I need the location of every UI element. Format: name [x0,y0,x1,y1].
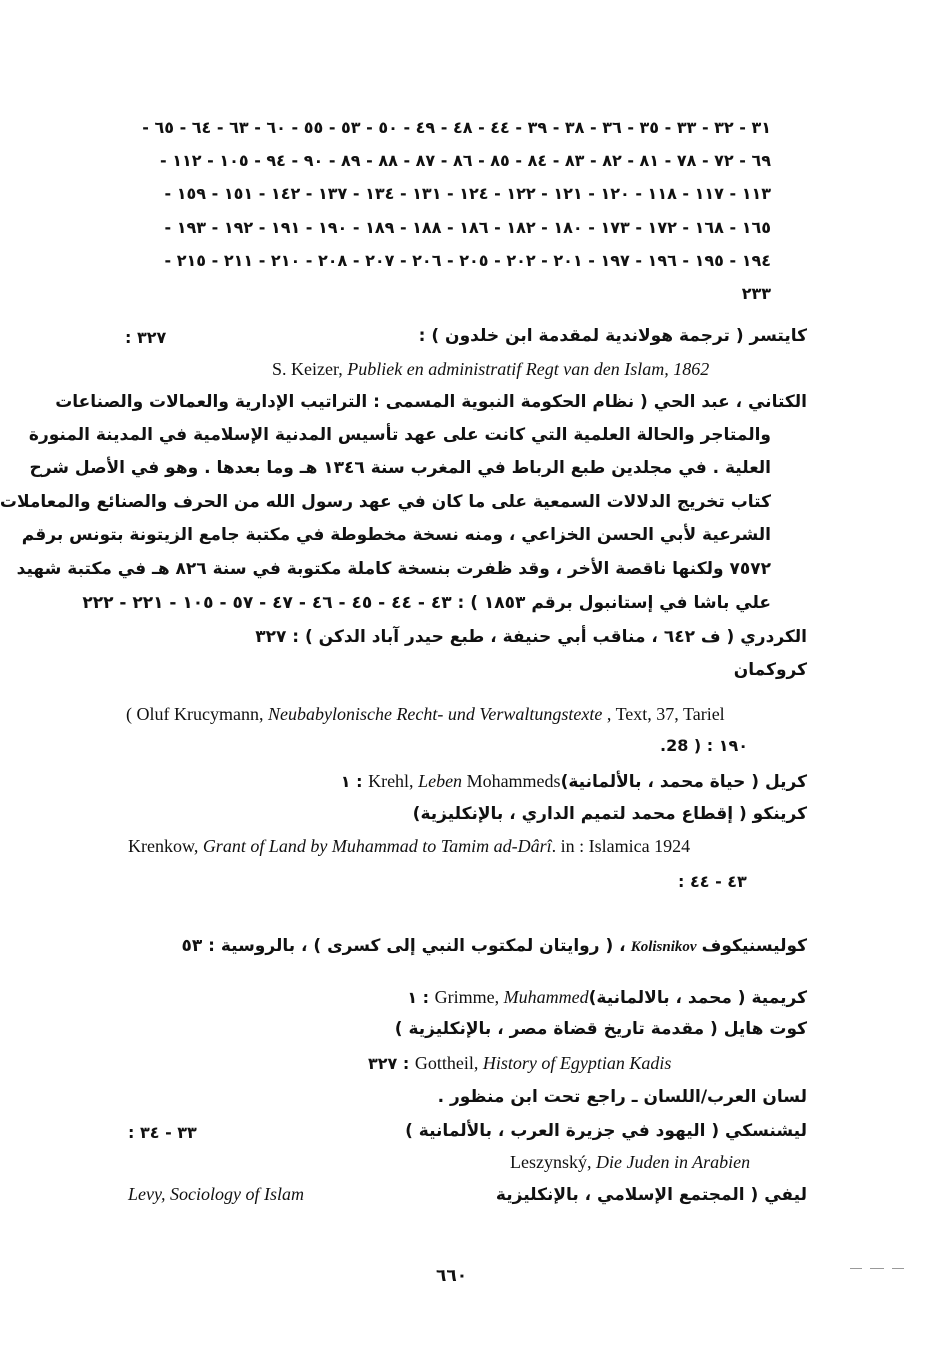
keizer-author: S. Keizer, [272,359,348,379]
kolisnikov-arabic-post: ، ( روايتان لمكتوب النبي إلى كسرى ) ، بالروسية : ٥٣ [181,936,626,956]
entry-krenkow-latin [128,837,690,855]
index-numbers-line-4: ١٦٥ - ١٦٨ - ١٧٢ - ١٧٣ - ١٨٠ - ١٨٢ - ١٨٦ - ١٨٨ - ١٨٩ - ١٩٠ - ١٩١ - ١٩٢ - ١٩٣ - [164,218,771,237]
krucymann-pre: ( Oluf Krucymann, [126,704,268,724]
index-numbers-line-5: ١٩٤ - ١٩٥ - ١٩٦ - ١٩٧ - ٢٠١ - ٢٠٢ - ٢٠٥ - ٢٠٦ - ٢٠٧ - ٢٠٨ - ٢١٠ - ٢١١ - ٢١٥ - [164,251,771,270]
entry-grimme [407,988,807,1007]
kolisnikov-latin: Kolisnikov [630,939,697,955]
entry-krehl [341,772,807,791]
gottheil-latin-title: History of Egyptian Kadis [482,1053,672,1073]
grimme-latin-title: Muhammed [503,987,589,1007]
grimme-latin-pre: Grimme, [434,987,504,1007]
entry-krucymann-line-2: ١٩٠ : ( 28. [660,736,749,755]
index-numbers-line-6: ٢٣٣ [741,284,771,303]
scan-mark [850,1268,862,1269]
grimme-page: ١ : [407,988,435,1007]
krenkow-pre: Krenkow, [128,836,203,856]
entry-kattani-line-6: ٧٥٧٢ ولكنها ناقصة الأخر ، وقد ظفرت بنسخة كاملة مكتوبة في سنة ٨٢٦ هـ في مكتبة شهيد [16,559,771,579]
entry-kattani-line-3: العلية . في مجلدين طبع الرباط في المغرب سنة ١٣٤٦ هـ وما بعدها . وهو في الأصل شرح [29,458,771,478]
krehl-latin-title: Leben [418,771,463,791]
entry-krucymann-arabic: كروكمان [733,660,807,680]
entry-kattani-line-4: كتاب تخريج الدلالات السمعية على ما كان في عهد رسول الله من الحرف والصنائع والمعاملات [0,492,771,512]
krehl-page: ١ : [340,772,369,791]
krenkow-title: Grant of Land by Muhammad to Tamim ad-Dârî [202,836,552,856]
entry-kattani-line-7: علي باشا في إستانبول برقم ١٨٥٣ ) : ٤٣ - ٤٤ - ٤٥ - ٤٦ - ٤٧ - ٥٧ - ١٠٥ - ٢٢١ - ٢٢٢ [82,593,771,613]
keizer-title: Publiek en administratif Regt van den Islam, 1862 [347,359,710,379]
krehl-arabic: كريل ( حياة محمد ، بالألمانية) [560,772,807,792]
entry-kolisnikov [181,938,807,955]
gottheil-latin-pre: Gottheil, [414,1053,483,1073]
entry-kattani-line-2: والمتاجر والحالة العلمية التي كانت على عهد تأسيس المدنية الإسلامية في المدينة المنورة [28,425,771,445]
entry-krenkow-page: ٤٣ - ٤٤ : [678,872,747,891]
entry-keizer-page: ٣٢٧ : [125,328,167,347]
entry-krenkow-arabic: كرينكو ( إقطاع محمد لتميم الداري ، بالإنكليزية) [412,804,807,824]
krucymann-post: , Text, 37, Tariel [602,704,725,724]
entry-kattani-line-5: الشرعية لأبي الحسن الخزاعي ، ومنه نسخة مخطوطة في مكتبة جامع الزيتونة بتونس برقم [21,525,771,545]
entry-leszynsky-latin [510,1153,750,1171]
leszynsky-title: Die Juden in Arabien [595,1152,751,1172]
entry-gottheil-latin [368,1054,671,1072]
entry-keizer-latin [272,360,709,378]
index-numbers-line-3: ١١٣ - ١١٧ - ١١٨ - ١٢٠ - ١٢١ - ١٢٢ - ١٢٤ - ١٣١ - ١٣٤ - ١٣٧ - ١٤٢ - ١٥١ - ١٥٩ - [164,184,771,203]
index-numbers-line-1: ٣١ - ٣٢ - ٣٣ - ٣٥ - ٣٦ - ٣٨ - ٣٩ - ٤٤ - ٤٨ - ٤٩ - ٥٠ - ٥٣ - ٥٥ - ٦٠ - ٦٣ - ٦٤ - ٦٥ - [142,118,771,137]
krucymann-title: Neubabylonische Recht- und Verwaltungstexte [267,704,603,724]
leszynsky-pre: Leszynský, [510,1152,596,1172]
krenkow-post: . in : Islamica 1924 [551,836,691,856]
page-number: ٦٦٠ [436,1266,468,1286]
gottheil-page: ٣٢٧ : [368,1054,415,1073]
entry-kardari: الكردري ( ف ٦٤٢ ، مناقب أبي حنيفة ، طبع حيدر آباد الدكن ) : ٣٢٧ [255,627,807,647]
entry-levy-latin [128,1185,304,1203]
levy-title: Levy, Sociology of Islam [128,1184,304,1204]
entry-keizer-arabic: كايتسر ( ترجمة هولاندية لمقدمة ابن خلدون ) : [418,326,807,346]
scan-mark [870,1268,884,1269]
krehl-latin-pre: Krehl, [368,771,419,791]
krehl-latin-post: Mohammeds [462,771,561,791]
kolisnikov-arabic-pre: كوليسنيكوف [701,936,807,956]
entry-gottheil-arabic: كوت هايل ( مقدمة تاريخ قضاة مصر ، بالإنكليزية ) [394,1019,807,1039]
entry-leszynsky-page: ٣٣ - ٣٤ : [128,1123,197,1142]
entry-leszynsky-arabic: ليشنسكي ( اليهود في جزيرة العرب ، بالألمانية ) [405,1121,807,1141]
entry-lisan: لسان العرب/اللسان ـ راجع تحت ابن منظور . [437,1087,807,1107]
entry-levy-arabic: ليفي ( المجتمع الإسلامي ، بالإنكليزية [495,1185,807,1205]
entry-kattani-line-1: الكتاني ، عبد الحي ( نظام الحكومة النبوية المسمى : التراتيب الإدارية والعمالات والصناعات [55,392,807,412]
entry-krucymann-latin [126,705,725,723]
grimme-arabic: كريمية ( محمد ، بالالمانية) [588,988,807,1008]
scan-mark [892,1268,904,1269]
index-numbers-line-2: ٦٩ - ٧٢ - ٧٨ - ٨١ - ٨٢ - ٨٣ - ٨٤ - ٨٥ - ٨٦ - ٨٧ - ٨٨ - ٨٩ - ٩٠ - ٩٤ - ١٠٥ - ١١٢ - [160,151,771,170]
